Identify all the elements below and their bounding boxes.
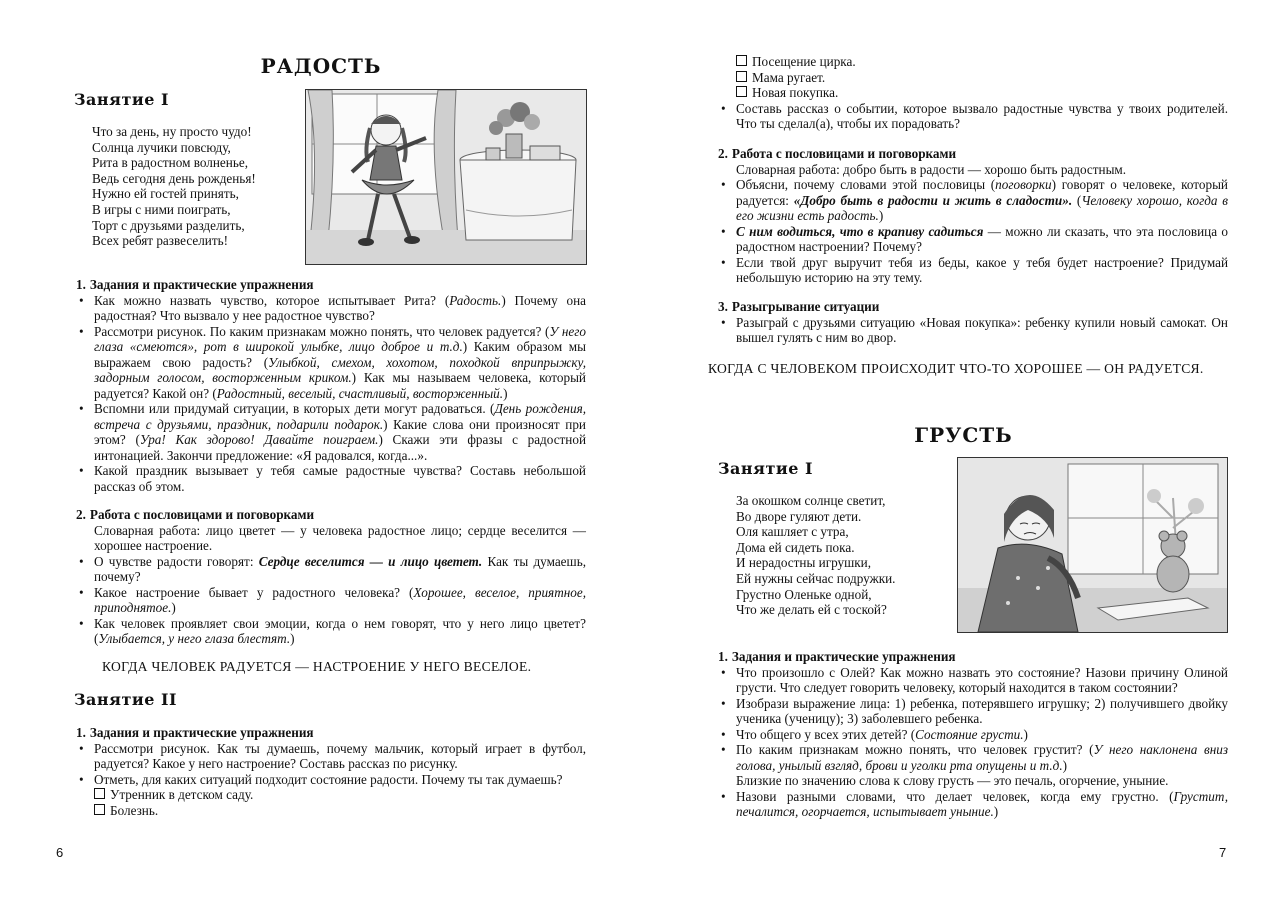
left-page: [0, 0, 642, 907]
list-item: • О чувстве радости говорят: Сердце веселится — и лицо цветет. Как ты думаешь, почему?: [76, 554, 586, 585]
poem-line: Дома ей сидеть пока.: [736, 539, 855, 555]
list-item: • С ним водиться, что в крапиву садиться — можно ли сказать, что эта пословица о радостном настроении? Почему?: [718, 224, 1228, 255]
page-number: 7: [1219, 845, 1227, 860]
poem-line: Ведь сегодня день рожденья!: [92, 170, 256, 186]
section-heading: 2. Работа с пословицами и поговорками: [718, 146, 957, 161]
list-item: • Какой праздник вызывает у тебя самые радостные чувства? Составь небольшой рассказ об этом.: [76, 463, 586, 494]
poem-line: Солнца лучики повсюду,: [92, 139, 231, 155]
lesson-heading-2: Занятие II: [74, 690, 177, 709]
poem-sadness: [736, 493, 895, 618]
title-joy: РАДОСТЬ: [260, 54, 382, 78]
list-item: • Как человек проявляет свои эмоции, когда о нем говорят, что у него лицо цветет? (Улыбается, у него глаза блестят.): [76, 616, 586, 647]
right-page: [642, 0, 1285, 907]
list-item: • Что произошло с Олей? Как можно назвать это состояние? Назови причину Олиной грусти. Что следует говорить человеку, который находится в таком состоянии?: [718, 665, 1228, 696]
list-item: • Разыграй с друзьями ситуацию «Новая покупка»: ребенку купили новый самокат. Он вышел гулять с ним во двор.: [718, 315, 1228, 346]
list-item: • Изобрази выражение лица: 1) ребенка, потерявшего игрушку; 2) получившего двойку ученика (ученицу); 3) заболевшего ребенка.: [718, 696, 1228, 727]
section-proverbs-joy-2: [718, 146, 1228, 286]
list-item: • Объясни, почему словами этой пословицы (поговорки) говорят о человеке, который радуется: «Добро быть в радости и жить в сладости». (Человеку хорошо, когда в его жизни есть радость.): [718, 177, 1228, 224]
section-tasks-lesson2: [76, 725, 586, 818]
checkbox-icon: [736, 55, 747, 66]
checkbox-item: Утренник в детском саду.: [76, 787, 586, 803]
checkbox-icon: [94, 804, 105, 815]
list-item: • Составь рассказ о событии, которое вызвало радостные чувства у твоих родителей. Что ты сделал(а), чтобы их порадовать?: [718, 101, 1228, 132]
checkbox-icon: [94, 788, 105, 799]
vocabulary-text: Словарная работа: добро быть в радости — хорошо быть радостным.: [736, 161, 1127, 177]
section-proverbs-joy: [76, 507, 586, 647]
list-item: • Назови разными словами, что делает человек, когда ему грустно. (Грустит, печалится, огорчается, испытывает уныние.): [718, 789, 1228, 820]
list-item: • Рассмотри рисунок. Как ты думаешь, почему мальчик, который играет в футбол, радуется? Какое у него настроение? Составь рассказ по рисунку.: [76, 741, 586, 772]
section-heading: 1. Задания и практические упражнения: [718, 649, 956, 664]
checkbox-item: Мама ругает.: [718, 70, 1228, 86]
list-item: • Какое настроение бывает у радостного человека? (Хорошее, веселое, приятное, приподнятое.): [76, 585, 586, 616]
list-item: • Как можно назвать чувство, которое испытывает Рита? (Радость.) Почему она радостная? Что вызвало у нее радостное чувство?: [76, 293, 586, 324]
list-item: • Что общего у всех этих детей? (Состояние грусти.): [718, 727, 1228, 743]
list-item: • Если твой друг выручит тебя из беды, какое у тебя будет настроение? Придумай небольшую историю на эту тему.: [718, 255, 1228, 286]
lesson-heading-1: Занятие I: [74, 90, 169, 109]
title-sadness: ГРУСТЬ: [914, 423, 1013, 447]
checkbox-item: Посещение цирка.: [718, 54, 1228, 70]
synonyms-text: Близкие по значению слова к слову грусть — это печаль, огорчение, уныние.: [736, 773, 1169, 788]
section-role-play: [718, 299, 1228, 346]
checkbox-item: Новая покупка.: [718, 85, 1228, 101]
checkbox-icon: [736, 71, 747, 82]
poem-line: В игры с ними поиграть,: [92, 201, 231, 217]
conclusion-joy-2: КОГДА С ЧЕЛОВЕКОМ ПРОИСХОДИТ ЧТО-ТО ХОРОШЕЕ — ОН РАДУЕТСЯ.: [708, 361, 1204, 376]
poem-line: Во дворе гуляют дети.: [736, 508, 862, 524]
section-heading: 3. Разыгрывание ситуации: [718, 299, 880, 314]
poem-line: Всех ребят развеселить!: [92, 233, 228, 249]
checkbox-icon: [736, 86, 747, 97]
section-tasks-sadness: [718, 649, 1228, 820]
poem-line: Нужно ей гостей принять,: [92, 186, 239, 202]
lesson-heading-sadness: Занятие I: [718, 459, 813, 478]
illustration-girl-dancing: [305, 89, 587, 265]
list-item: • Вспомни или придумай ситуации, в которых дети могут радоваться. (День рождения, встреча с друзьями, праздник, подарили подарок.) Какие слова они произносят при этом? (Ура! Как здорово! Давайте поиграем.) Скажи эти фразы с радостной интонацией. Закончи предложение: «Я радовался, когда...».: [76, 401, 586, 463]
section-tasks-joy: [76, 277, 586, 494]
vocabulary-text: Словарная работа: лицо цветет — у человека радостное лицо; сердце веселится — хорошее настроение.: [94, 522, 586, 553]
poem-line: Что же делать ей с тоской?: [736, 602, 887, 618]
page-number: 6: [56, 845, 64, 860]
list-item: • Рассмотри рисунок. По каким признакам можно понять, что человек радуется? (У него глаза «смеются», рот в широкой улыбке, лицо доброе и т.д.) Каким образом мы выражаем свою радость? (Улыбкой, смехом, хохотом, походкой вприпрыжку, задорным голосом, восторженным криком.) Как мы называем человека, который радуется? Какой он? (Радостный, веселый, счастливый, восторженный.): [76, 324, 586, 402]
poem-line: Оля кашляет с утра,: [736, 524, 849, 540]
poem-line: Торт с друзьями разделить,: [92, 217, 245, 233]
illustration-sad-girl: [957, 457, 1228, 633]
list-item: • По каким признакам можно понять, что человек грустит? (У него наклонена вниз голова, унылый взгляд, брови и уголки рта опущены и т.д.): [718, 742, 1228, 773]
section-heading: 1. Задания и практические упражнения: [76, 725, 314, 740]
poem-line: Грустно Оленьке одной,: [736, 586, 872, 602]
poem-joy: [92, 124, 256, 249]
poem-line: За окошком солнце светит,: [736, 493, 886, 508]
conclusion-joy: КОГДА ЧЕЛОВЕК РАДУЕТСЯ — НАСТРОЕНИЕ У НЕГО ВЕСЕЛОЕ.: [102, 659, 532, 674]
poem-line: Рита в радостном волненье,: [92, 155, 248, 171]
checkbox-item: Болезнь.: [76, 803, 586, 819]
poem-line: И нерадостны игрушки,: [736, 555, 872, 571]
poem-line: Что за день, ну просто чудо!: [92, 124, 252, 139]
section-heading: 1. Задания и практические упражнения: [76, 277, 314, 292]
section-heading: 2. Работа с пословицами и поговорками: [76, 507, 315, 522]
list-item: • Отметь, для каких ситуаций подходит состояние радости. Почему ты так думаешь?: [76, 772, 586, 788]
poem-line: Ей нужны сейчас подружки.: [736, 570, 896, 586]
continued-list: [718, 54, 1228, 132]
